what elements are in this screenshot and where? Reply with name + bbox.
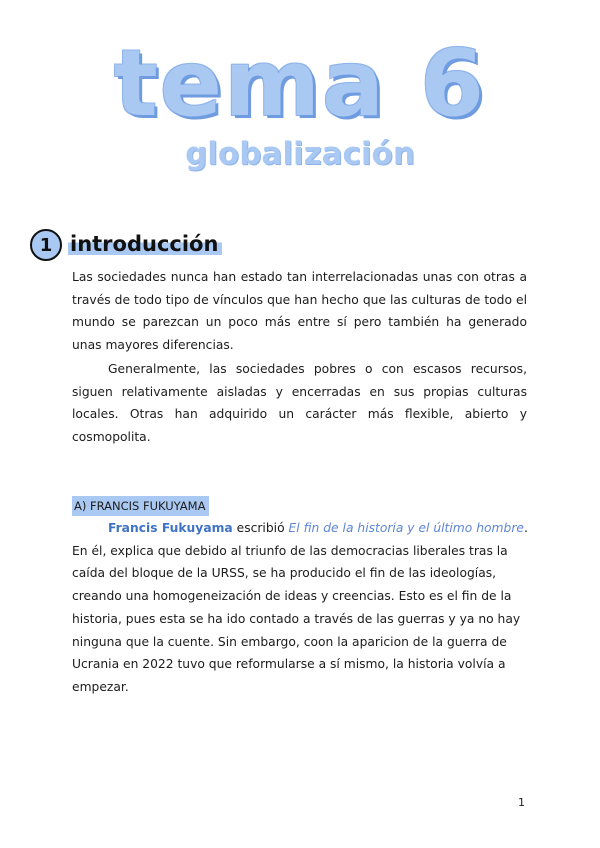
page-number: 1 [518,796,525,809]
section-number-badge: 1 [30,229,62,261]
page-subtitle: globalización [185,136,415,172]
author-name: Francis Fukuyama [108,521,233,535]
intro-paragraph-1: Las sociedades nunca han estado tan interrelacionadas unas con otras a través de todo tipo de vínculos que han hecho que las culturas de todo el mundo se parezcan un poco más entre sí pero también ha generado unas mayores diferencias. [72,270,527,353]
subsection-heading-fukuyama: A) FRANCIS FUKUYAMA [72,496,209,516]
verb-text: escribió [232,521,289,535]
intro-paragraph-2: Generalmente, las sociedades pobres o con escasos recursos, siguen relativamente aisladas y encerradas en sus propias culturas locales. Otras han adquirido un carácter más flexible, abierto y cosmopolita. [72,362,527,445]
paragraph-body: . En él, explica que debido al triunfo de las democracias liberales tras la caída del bloque de la URSS, se ha producido el fin de las ideologías, creando una homogeneización de ideas y creencias. Esto es el fin de la historia, pues esta se ha ido contado a través de las guerras y ya no hay ninguna que la cuente. Sin embargo, coon la aparicion de la guerra de Ucrania en 2022 tuvo que reformularse a sí mismo, la historia volvía a empezar. [72,521,528,694]
fukuyama-paragraph [72,517,532,699]
book-title: El fin de la historia y el último hombre [288,521,524,535]
section-title: introducción [68,231,222,257]
page-title: tema 6 [113,30,487,137]
